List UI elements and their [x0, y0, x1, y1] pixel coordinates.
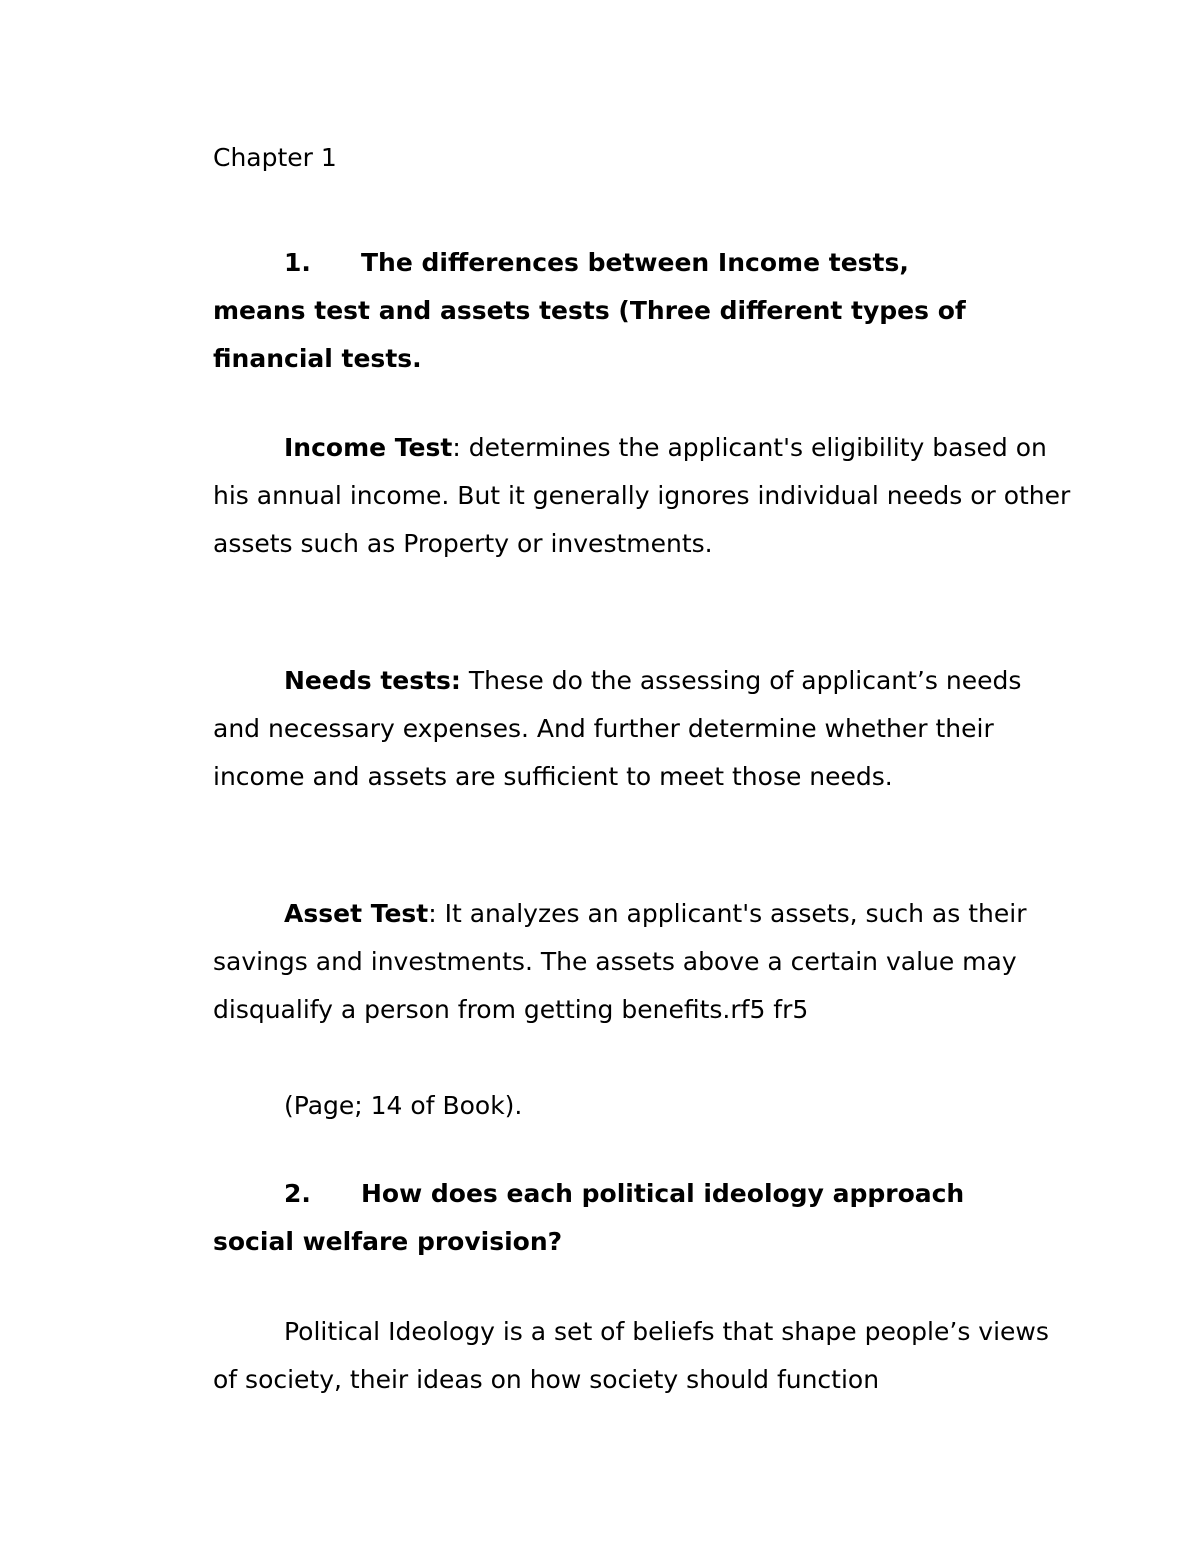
question-2 — [213, 1170, 1073, 1266]
income-test-body: : determines the applicant's eligibility based on his annual income. But it generally ignores individual needs or other assets such as Property or investments. — [213, 433, 1071, 558]
needs-tests-paragraph — [213, 657, 1073, 801]
chapter-title: Chapter 1 — [213, 143, 337, 172]
question-2-number: 2. — [284, 1179, 311, 1208]
needs-tests-body: These do the assessing of applicant’s needs and necessary expenses. And further determine whether their income and assets are sufficient to meet those needs. — [213, 666, 1022, 791]
question-1-number: 1. — [284, 248, 311, 277]
income-test-label: Income Test — [284, 433, 453, 462]
question-2-line1: How does each political ideology approach — [361, 1179, 965, 1208]
income-test-paragraph — [213, 424, 1073, 568]
asset-test-paragraph — [213, 890, 1073, 1034]
asset-test-body: : It analyzes an applicant's assets, such as their savings and investments. The assets above a certain value may disqualify a person from getting benefits.rf5 fr5 — [213, 899, 1027, 1024]
question-1-rest: means test and assets tests (Three different types of financial tests. — [213, 296, 966, 373]
question-2-rest: social welfare provision? — [213, 1227, 563, 1256]
needs-tests-label: Needs tests: — [284, 666, 461, 695]
question-1-line1: The differences between Income tests, — [361, 248, 909, 277]
political-ideology-paragraph: Political Ideology is a set of beliefs that shape people’s views of society, their ideas on how society should function — [213, 1317, 1049, 1394]
page-reference: (Page; 14 of Book). — [284, 1091, 523, 1120]
question-1 — [213, 239, 1073, 383]
asset-test-label: Asset Test — [284, 899, 429, 928]
